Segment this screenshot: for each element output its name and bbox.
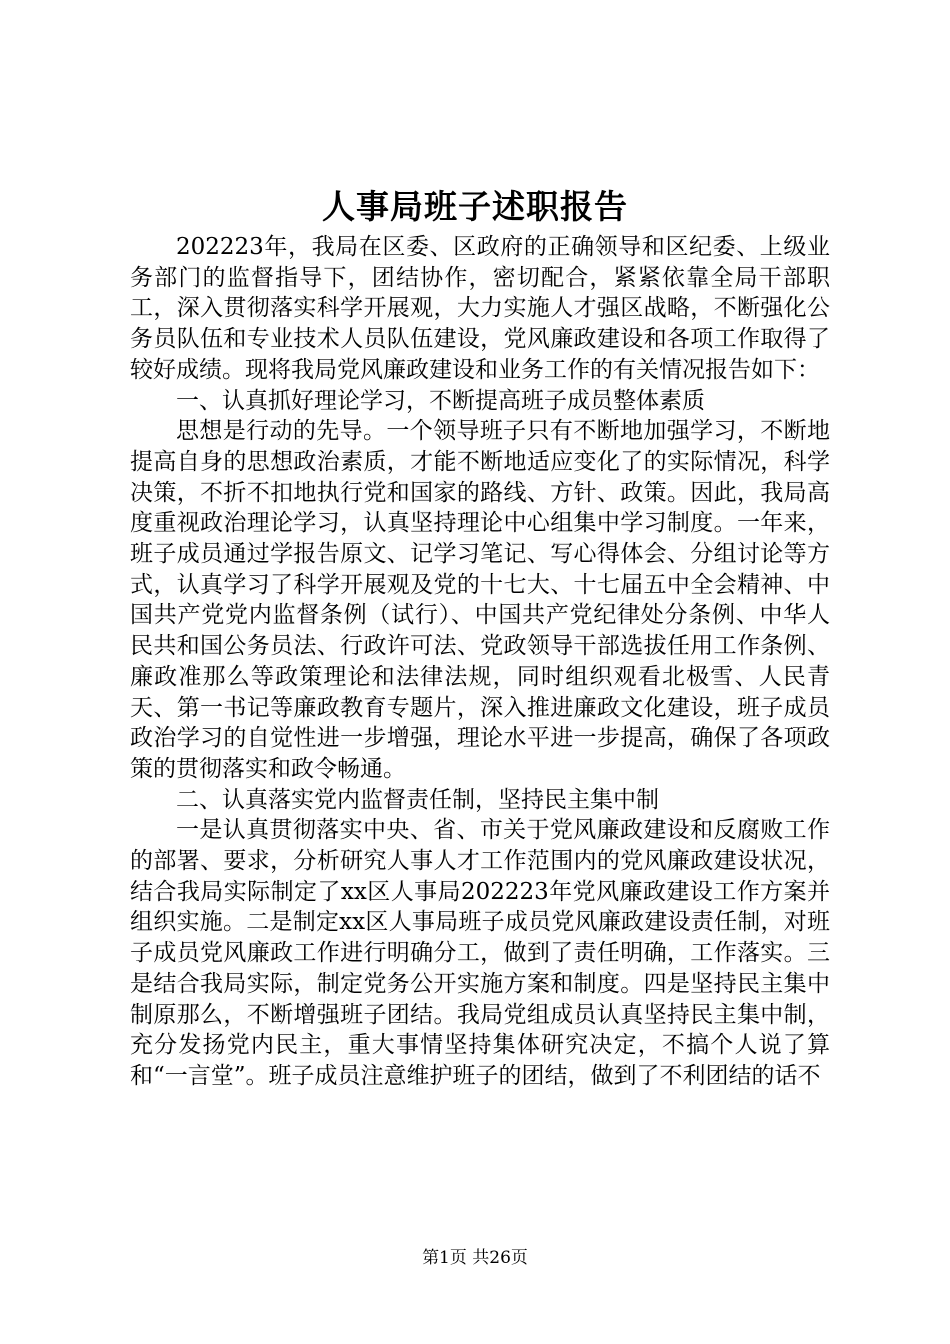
paragraph-supervision: 一是认真贯彻落实中央、省、市关于党风廉政建设和反腐败工作的部署、要求，分析研究人事人才工作范围内的党风廉政建设状况，结合我局实际制定了xx区人事局202223年党风廉政建设工作方案并组织实施。二是制定xx区人事局班子成员党风廉政建设责任制，对班子成员党风廉政工作进行明确分工，做到了责任明确，工作落实。三是结合我局实际，制定党务公开实施方案和制度。四是坚持民主集中制原那么，不断增强班子团结。我局党组成员认真坚持民主集中制，充分发扬党内民主，重大事情坚持集体研究决定，不搞个人说了算和“一言堂”。班子成员注意维护班子的团结，做到了不利团结的话不	[130, 817, 830, 1089]
document-body	[130, 232, 830, 1092]
document-title: 人事局班子述职报告	[322, 187, 628, 226]
paragraph-intro: 202223年，我局在区委、区政府的正确领导和区纪委、上级业务部门的监督指导下，团结协作，密切配合，紧紧依靠全局干部职工，深入贯彻落实科学开展观，大力实施人才强区战略，不断强化公务员队伍和专业技术人员队伍建设，党风廉政建设和各项工作取得了较好成绩。现将我局党风廉政建设和业务工作的有关情况报告如下：	[130, 234, 830, 383]
page-number: 第1页 共26页	[422, 1248, 528, 1268]
section-heading-1: 一、认真抓好理论学习，不断提高班子成员整体素质	[176, 387, 705, 414]
section-heading-2: 二、认真落实党内监督责任制，坚持民主集中制	[176, 786, 659, 813]
paragraph-theory-study: 思想是行动的先导。一个领导班子只有不断地加强学习，不断地提高自身的思想政治素质，才能不断地适应变化了的实际情况，科学决策，不折不扣地执行党和国家的路线、方针、政策。因此，我局高度重视政治理论学习，认真坚持理论中心组集中学习制度。一年来，班子成员通过学报告原文、记学习笔记、写心得体会、分组讨论等方式，认真学习了科学开展观及党的十七大、十七届五中全会精神、中国共产党党内监督条例（试行）、中国共产党纪律处分条例、中华人民共和国公务员法、行政许可法、党政领导干部选拔任用工作条例、廉政准那么等政策理论和法律法规，同时组织观看北极雪、人民青天、第一书记等廉政教育专题片，深入推进廉政文化建设，班子成员政治学习的自觉性进一步增强，理论水平进一步提高，确保了各项政策的贯彻落实和政令畅通。	[130, 418, 830, 782]
